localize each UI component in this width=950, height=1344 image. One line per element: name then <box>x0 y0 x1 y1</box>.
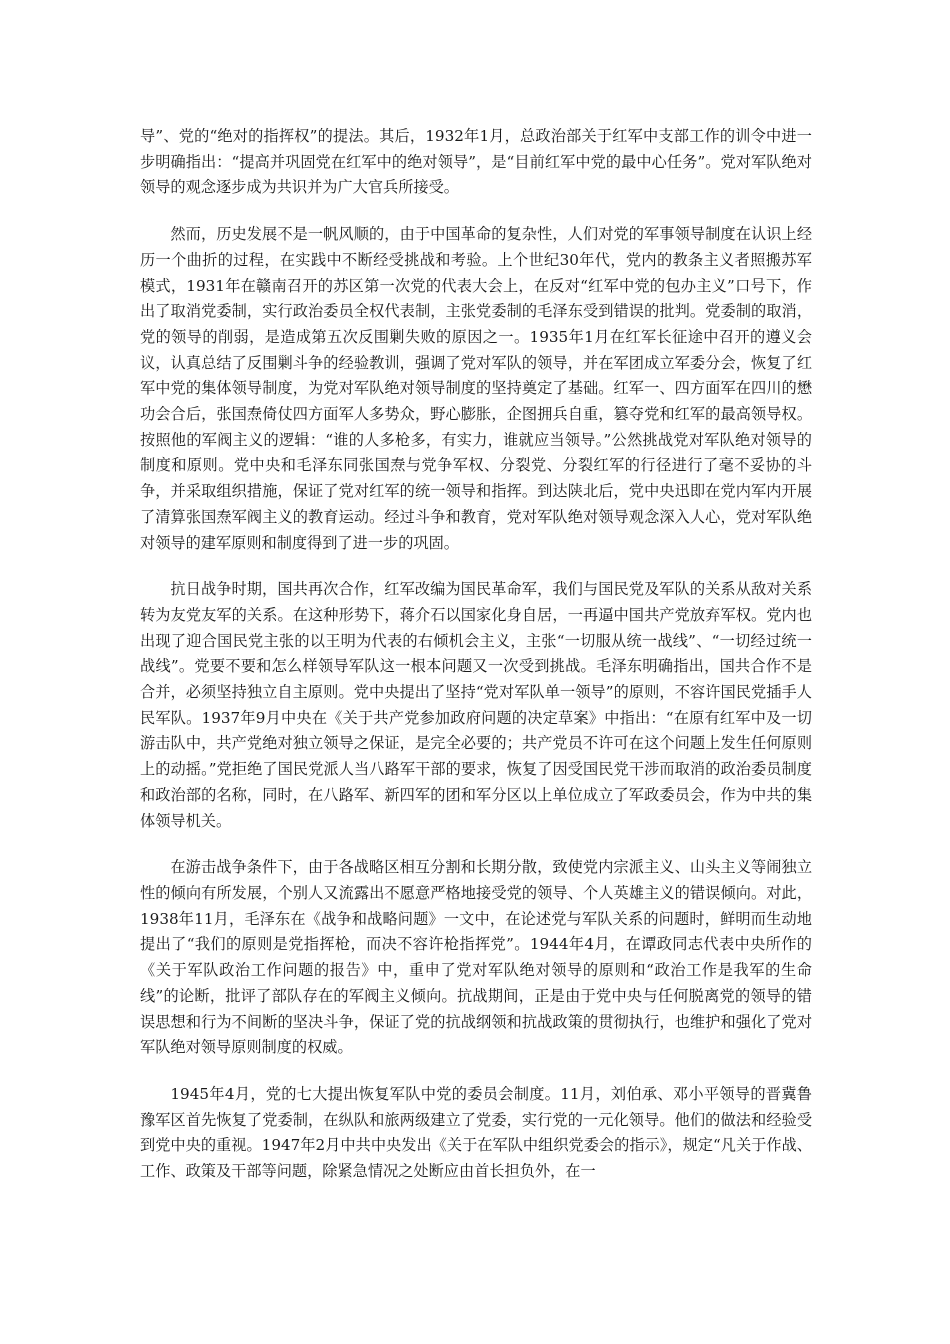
paragraph-5: 1945年4月，党的七大提出恢复军队中党的委员会制度。11月，刘伯承、邓小平领导的晋冀鲁豫军区首先恢复了党委制，在纵队和旅两级建立了党委，实行党的一元化领导。他们的做法和经验受到党中央的重视。1947年2月中共中央发出《关于在军队中组织党委会的指示》，规定“凡关于作战、工作、政策及干部等问题，除紧急情况之处断应由首长担负外，在一 <box>140 1084 812 1181</box>
paragraph-3: 抗日战争时期，国共再次合作，红军改编为国民革命军，我们与国民党及军队的关系从敌对关系转为友党友军的关系。在这种形势下，蒋介石以国家化身自居，一再逼中国共产党放弃军权。党内也出现了迎合国民党主张的以王明为代表的右倾机会主义，主张“一切服从统一战线”、“一切经过统一战线”。党要不要和怎么样领导军队这一根本问题又一次受到挑战。毛泽东明确指出，国共合作不是合并，必须坚持独立自主原则。党中央提出了坚持“党对军队单一领导”的原则，不容许国民党插手人民军队。1937年9月中央在《关于共产党参加政府问题的决定草案》中指出：“在原有红军中及一切游击队中，共产党绝对独立领导之保证，是完全必要的；共产党员不许可在这个问题上发生任何原则上的动摇。”党拒绝了国民党派人当八路军干部的要求，恢复了因受国民党干涉而取消的政治委员制度和政治部的名称，同时，在八路军、新四军的团和军分区以上单位成立了军政委员会，作为中共的集体领导机关。 <box>140 580 812 830</box>
paragraph-2: 然而，历史发展不是一帆风顺的，由于中国革命的复杂性，人们对党的军事领导制度在认识上经历一个曲折的过程，在实践中不断经受挑战和考验。上个世纪30年代，党内的教条主义者照搬苏军模式，1931年在赣南召开的苏区第一次党的代表大会上，在反对“红军中党的包办主义”口号下，作出了取消党委制，实行政治委员全权代表制，主张党委制的毛泽东受到错误的批判。党委制的取消，党的领导的削弱，是造成第五次反围剿失败的原因之一。1935年1月在红军长征途中召开的遵义会议，认真总结了反围剿斗争的经验教训，强调了党对军队的领导，并在军团成立军委分会，恢复了红军中党的集体领导制度，为党对军队绝对领导制度的坚持奠定了基础。红军一、四方面军在四川的懋功会合后，张国焘倚仗四方面军人多势众，野心膨胀，企图拥兵自重，篡夺党和红军的最高领导权。按照他的军阀主义的逻辑：“谁的人多枪多，有实力，谁就应当领导。”公然挑战党对军队绝对领导的制度和原则。党中央和毛泽东同张国焘与党争军权、分裂党、分裂红军的行径进行了毫不妥协的斗争，并采取组织措施，保证了党对红军的统一领导和指挥。到达陕北后，党中央迅即在党内军内开展了清算张国焘军阀主义的教育运动。经过斗争和教育，党对军队绝对领导观念深入人心，党对军队绝对领导的建军原则和制度得到了进一步的巩固。 <box>140 225 812 552</box>
document-body <box>140 124 812 1206</box>
paragraph-1: 导”、党的“绝对的指挥权”的提法。其后，1932年1月，总政治部关于红军中支部工作的训令中进一步明确指出：“提高并巩固党在红军中的绝对领导”，是“目前红军中党的最中心任务”。党对军队绝对领导的观念逐步成为共识并为广大官兵所接受。 <box>140 127 812 197</box>
paragraph-4: 在游击战争条件下，由于各战略区相互分割和长期分散，致使党内宗派主义、山头主义等闹独立性的倾向有所发展，个别人又流露出不愿意严格地接受党的领导、个人英雄主义的错误倾向。对此，1938年11月，毛泽东在《战争和战略问题》一文中，在论述党与军队关系的问题时，鲜明而生动地提出了“我们的原则是党指挥枪，而决不容许枪指挥党”。1944年4月，在谭政同志代表中央所作的《关于军队政治工作问题的报告》中，重申了党对军队绝对领导的原则和“政治工作是我军的生命线”的论断，批评了部队存在的军阀主义倾向。抗战期间，正是由于党中央与任何脱离党的领导的错误思想和行为不间断的坚决斗争，保证了党的抗战纲领和抗战政策的贯彻执行，也维护和强化了党对军队绝对领导原则制度的权威。 <box>140 858 812 1057</box>
